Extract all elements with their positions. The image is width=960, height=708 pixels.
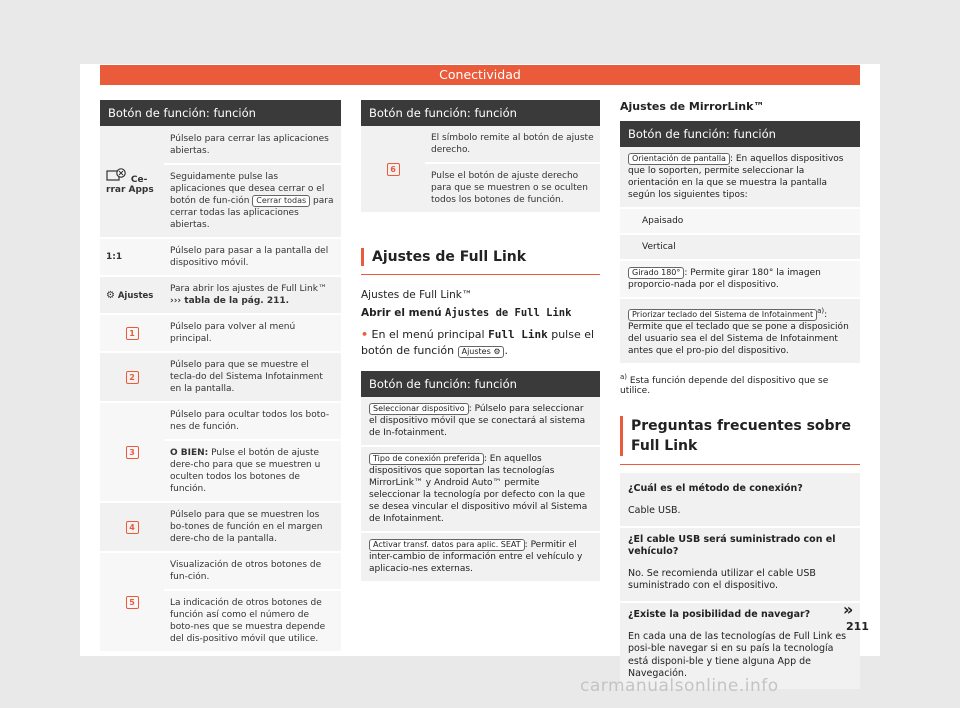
table-row: Orientación de pantalla : En aquellos dispositivos que lo soporten, permite seleccionar la orientación en la que se muestra la pantalla según los siguientes tipos: [620, 147, 860, 207]
close-apps-label: Ce- rrar Apps [106, 175, 154, 195]
table-row [100, 352, 341, 402]
callout-6: 6 [387, 163, 400, 176]
callout-4: 4 [126, 521, 139, 534]
callout-3-desc-1: Púlselo para ocultar todos los boto-nes de función. [164, 402, 341, 440]
table-row: Girado 180° : Permite girar 180° la imagen proporcio-nada por el dispositivo. [620, 259, 860, 297]
table-row [100, 402, 341, 440]
menu-path: Abrir el menú Ajustes de Full Link [361, 307, 572, 319]
table-row [100, 238, 341, 276]
section-divider [620, 464, 860, 465]
footnote: $^{a)}$ Esta función depende del dispositivo que se utilice. [620, 373, 829, 396]
subheading: Ajustes de Full Link™ [361, 289, 473, 301]
connection-type-button-ref: Tipo de conexión preferida [369, 453, 484, 465]
orientation-button-ref: Orientación de pantalla [628, 153, 730, 165]
table-row: Priorizar teclado del Sistema de Infotainment $^{a)}$: Permite que el teclado que se pone a disposición del usuario sea el del Sistema de Infotainment antes que el pro-pio del dispositivo. [620, 297, 860, 363]
table-row [100, 552, 341, 590]
close-apps-desc-2: Seguidamente pulse las aplicaciones que desea cerrar o el botón de fun-ción Cerrar todas para cerrar todas las aplicaciones abiertas. [164, 164, 341, 238]
right-column [620, 100, 860, 689]
faq-item: ¿Cuál es el método de conexión? Cable USB. [620, 473, 860, 526]
instruction-bullet: • En el menú principal Full Link pulse el botón de función Ajustes ⚙ . [361, 328, 595, 357]
callout-2-desc: Púlselo para que se muestre el tecla-do del Sistema Infotainment en la pantalla. [164, 352, 341, 402]
option-landscape: Apaisado [620, 207, 860, 233]
table-row [100, 502, 341, 552]
faq-item: ¿El cable USB será suministrado con el vehículo? No. Se recomienda utilizar el cable USB suministrado con el dispositivo. [620, 526, 860, 601]
table-header: Botón de función: función [100, 100, 341, 126]
option-portrait: Vertical [620, 233, 860, 259]
close-apps-desc-1: Púlselo para cerrar las aplicaciones abiertas. [170, 133, 329, 156]
table-header: Botón de función: función [361, 100, 600, 126]
callout-5-desc-2: La indicación de otros botones de función así como el número de boto-nes que se muestra depende del dis-positivo móvil que utilice. [164, 590, 341, 651]
faq-title: Preguntas frecuentes sobre Full Link [620, 416, 860, 456]
callout-6-desc-2: Pulse el botón de ajuste derecho para que se muestren o se oculten todos los botones de función. [425, 163, 600, 212]
table-row: Activar transf. datos para aplic. SEAT : Permitir el inter-cambio de información entre el vehículo y aplicacio-nes externas. [361, 531, 600, 581]
keyboard-priority-button-ref: Priorizar teclado del Sistema de Infotainment [628, 309, 817, 321]
table-row [100, 126, 341, 164]
select-device-button-ref: Seleccionar dispositivo [369, 403, 469, 415]
middle-column [361, 100, 600, 581]
continue-icon: » [843, 600, 854, 619]
data-transfer-button-ref: Activar transf. datos para aplic. SEAT [369, 539, 525, 551]
settings-button-ref: Ajustes ⚙ [458, 346, 505, 358]
callout-5: 5 [126, 596, 139, 609]
settings-label: Ajustes [117, 290, 154, 301]
table-header: Botón de función: función [620, 121, 860, 147]
faq-item: ¿Existe la posibilidad de navegar? En cada una de las tecnologías de Full Link es posi-ble navegar si en su país la tecnología está disponi-ble y tiene alguna App de Navegación. [620, 601, 860, 689]
close-all-button-ref: Cerrar todas [252, 195, 310, 207]
settings-icon: ⚙ [106, 289, 115, 301]
table-row [100, 276, 341, 314]
callout-1-desc: Púlselo para volver al menú principal. [164, 314, 341, 352]
table-header: Botón de función: función [361, 371, 600, 397]
settings-icon: ⚙ [493, 347, 501, 356]
callout-3: 3 [126, 446, 139, 459]
settings-desc: Para abrir los ajustes de Full Link™ ››› tabla de la pág. 211. [164, 276, 341, 314]
function-table-left [100, 100, 341, 651]
table-row: Seleccionar dispositivo : Púlselo para seleccionar el dispositivo móvil que se conectará al sistema de In-fotainment. [361, 397, 600, 445]
section-divider [361, 274, 600, 275]
table-row [100, 314, 341, 352]
watermark: carmanualsonline.info [580, 676, 779, 696]
callout-1: 1 [126, 327, 139, 340]
page-number: 211 [846, 620, 869, 633]
callout-3-desc-2: O BIEN: Pulse el botón de ajuste dere-cho para que se muestren u oculten todos los botones de función. [164, 440, 341, 502]
close-apps-icon [106, 175, 131, 185]
subheading: Ajustes de MirrorLink™ [620, 100, 765, 113]
section-title: Ajustes de Full Link [361, 248, 600, 266]
callout-6-desc-1: El símbolo remite al botón de ajuste derecho. [431, 133, 594, 155]
callout-4-desc: Púlselo para que se muestren los bo-tones de función en el margen dere-cho de la pantalla. [164, 502, 341, 552]
chapter-header: Conectividad [100, 65, 860, 85]
one-to-one-desc: Púlselo para pasar a la pantalla del dispositivo móvil. [164, 238, 341, 276]
one-to-one-label: 1:1 [100, 238, 164, 276]
page-reference: ››› tabla de la pág. 211. [170, 296, 290, 306]
callout-5-desc-1: Visualización de otros botones de fun-ción. [164, 552, 341, 590]
table-row: Tipo de conexión preferida : En aquellos dispositivos que soportan las tecnologías MirrorLink™ y Android Auto™ permite seleccionar la tecnología por defecto con la que se desea vincular el dispositivo móvil al Sistema de Infotainment. [361, 445, 600, 531]
rotate-button-ref: Girado 180° [628, 267, 684, 279]
callout-2: 2 [126, 371, 139, 384]
table-row [361, 126, 600, 163]
